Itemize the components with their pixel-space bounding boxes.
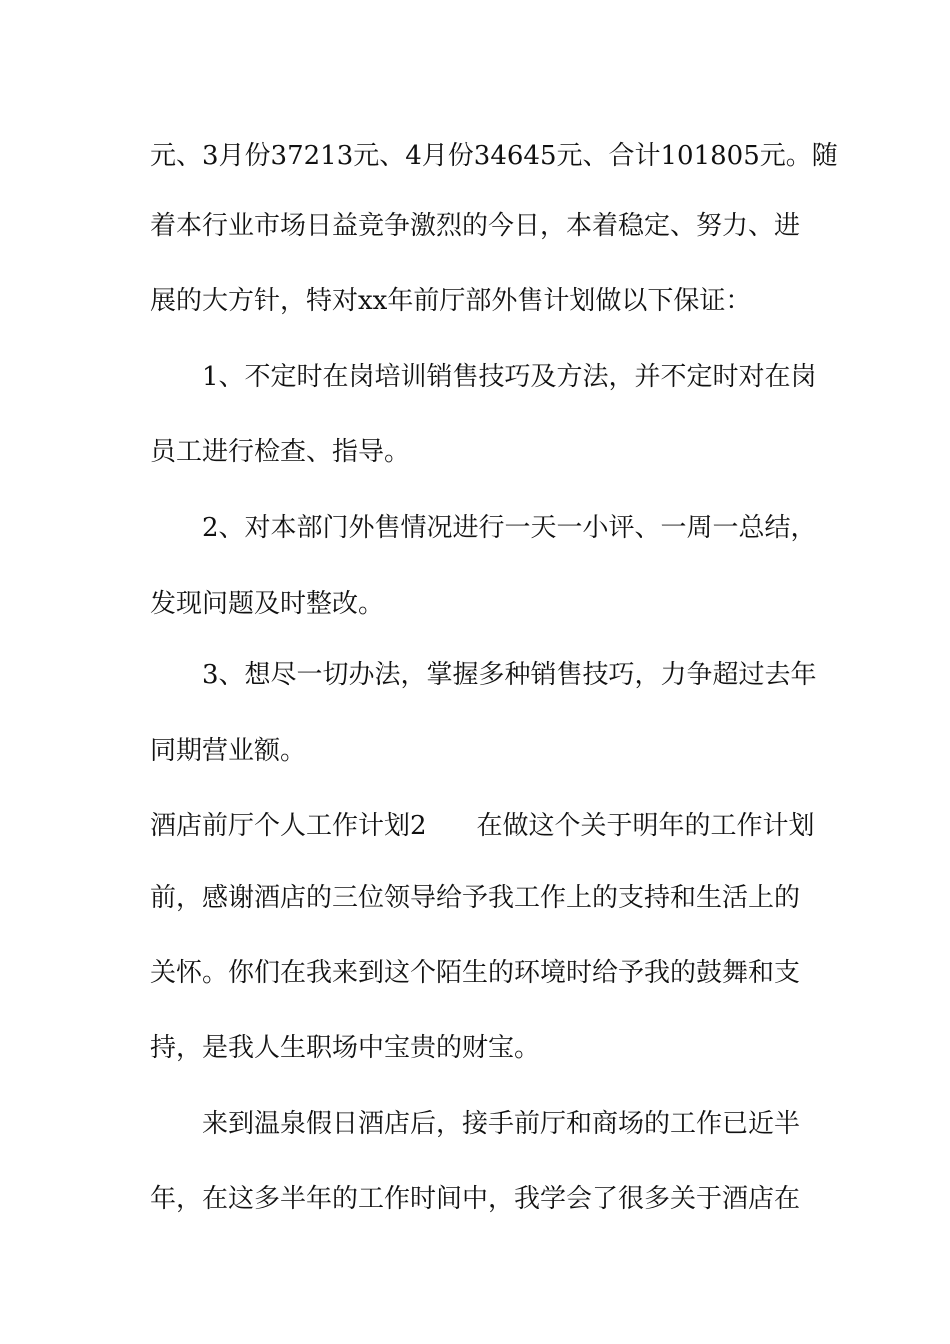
text-line: 3、想尽一切办法，掌握多种销售技巧，力争超过去年 bbox=[202, 660, 817, 690]
text-line: 关怀。你们在我来到这个陌生的环境时给予我的鼓舞和支 bbox=[150, 958, 801, 988]
section-heading: 酒店前厅个人工作计划2 bbox=[150, 811, 427, 841]
text-line: 同期营业额。 bbox=[150, 736, 307, 766]
text-line: 着本行业市场日益竞争激烈的今日，本着稳定、努力、进 bbox=[150, 211, 801, 241]
text-line: 1、不定时在岗培训销售技巧及方法，并不定时对在岗 bbox=[202, 362, 817, 392]
text-line: 前，感谢酒店的三位领导给予我工作上的支持和生活上的 bbox=[150, 883, 801, 913]
text-line: 元、3月份37213元、4月份34645元、合计101805元。随 bbox=[150, 141, 838, 171]
text-line: 员工进行检查、指导。 bbox=[150, 437, 411, 467]
text-line: 持，是我人生职场中宝贵的财宝。 bbox=[150, 1033, 541, 1063]
text-line: 发现问题及时整改。 bbox=[150, 589, 385, 619]
heading-continuation: 在做这个关于明年的工作计划 bbox=[476, 811, 815, 841]
text-line: 年，在这多半年的工作时间中，我学会了很多关于酒店在 bbox=[150, 1184, 801, 1214]
heading-line bbox=[150, 808, 815, 844]
text-line: 展的大方针，特对xx年前厅部外售计划做以下保证： bbox=[150, 286, 752, 316]
text-line: 来到温泉假日酒店后，接手前厅和商场的工作已近半 bbox=[202, 1109, 801, 1139]
text-line: 2、对本部门外售情况进行一天一小评、一周一总结， bbox=[202, 513, 817, 543]
